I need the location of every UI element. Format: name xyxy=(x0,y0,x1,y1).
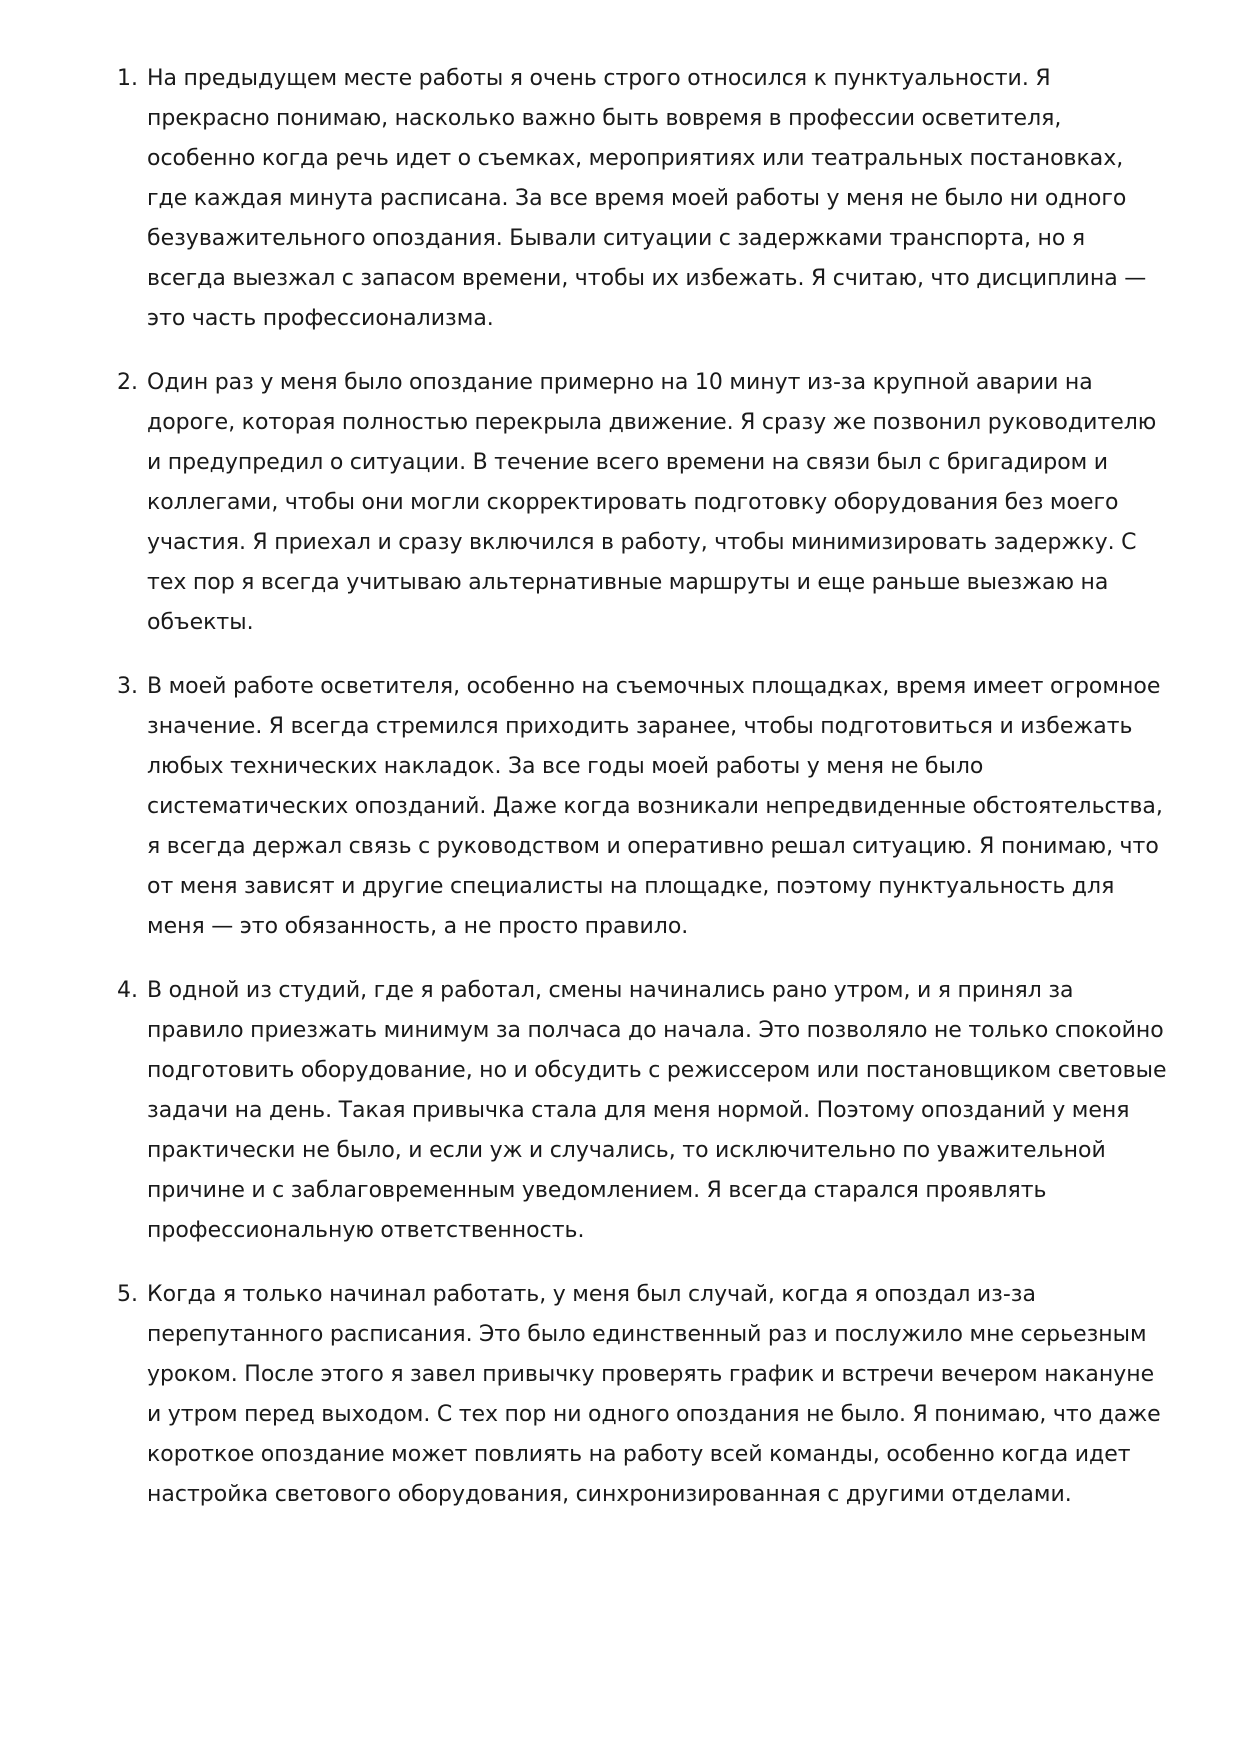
item-text: На предыдущем месте работы я очень строго относился к пунктуальности. Я прекрасно понимаю, насколько важно быть вовремя в профессии осветителя, особенно когда речь идет о съемках, мероприятиях или театральных постановках, где каждая минута расписана. За все время моей работы у меня не было ни одного безуважительного опоздания. Бывали ситуации с задержками транспорта, но я всегда выезжал с запасом времени, чтобы их избежать. Я считаю, что дисциплина — это часть профессионализма. xyxy=(147,66,1147,331)
answer-list xyxy=(117,59,1167,1539)
list-item xyxy=(117,1275,1167,1515)
list-item xyxy=(117,667,1167,947)
item-number: 2. xyxy=(117,370,138,395)
item-number: 1. xyxy=(117,66,138,91)
item-number: 4. xyxy=(117,978,138,1003)
item-text: Один раз у меня было опоздание примерно на 10 минут из-за крупной аварии на дороге, которая полностью перекрыла движение. Я сразу же позвонил руководителю и предупредил о ситуации. В течение всего времени на связи был с бригадиром и коллегами, чтобы они могли скорректировать подготовку оборудования без моего участия. Я приехал и сразу включился в работу, чтобы минимизировать задержку. С тех пор я всегда учитываю альтернативные маршруты и еще раньше выезжаю на объекты. xyxy=(147,370,1157,635)
list-item xyxy=(117,363,1167,643)
item-text: В одной из студий, где я работал, смены начинались рано утром, и я принял за правило приезжать минимум за полчаса до начала. Это позволяло не только спокойно подготовить оборудование, но и обсудить с режиссером или постановщиком световые задачи на день. Такая привычка стала для меня нормой. Поэтому опозданий у меня практически не было, и если уж и случались, то исключительно по уважительной причине и с заблаговременным уведомлением. Я всегда старался проявлять профессиональную ответственность. xyxy=(147,978,1167,1243)
list-item xyxy=(117,971,1167,1251)
list-item xyxy=(117,59,1167,339)
item-text: Когда я только начинал работать, у меня был случай, когда я опоздал из-за перепутанного расписания. Это было единственный раз и послужило мне серьезным уроком. После этого я завел привычку проверять график и встречи вечером накануне и утром перед выходом. С тех пор ни одного опоздания не было. Я понимаю, что даже короткое опоздание может повлиять на работу всей команды, особенно когда идет настройка светового оборудования, синхронизированная с другими отделами. xyxy=(147,1282,1161,1507)
item-number: 5. xyxy=(117,1282,138,1307)
item-text: В моей работе осветителя, особенно на съемочных площадках, время имеет огромное значение. Я всегда стремился приходить заранее, чтобы подготовиться и избежать любых технических накладок. За все годы моей работы у меня не было систематических опозданий. Даже когда возникали непредвиденные обстоятельства, я всегда держал связь с руководством и оперативно решал ситуацию. Я понимаю, что от меня зависят и другие специалисты на площадке, поэтому пунктуальность для меня — это обязанность, а не просто правило. xyxy=(147,674,1163,939)
item-number: 3. xyxy=(117,674,138,699)
